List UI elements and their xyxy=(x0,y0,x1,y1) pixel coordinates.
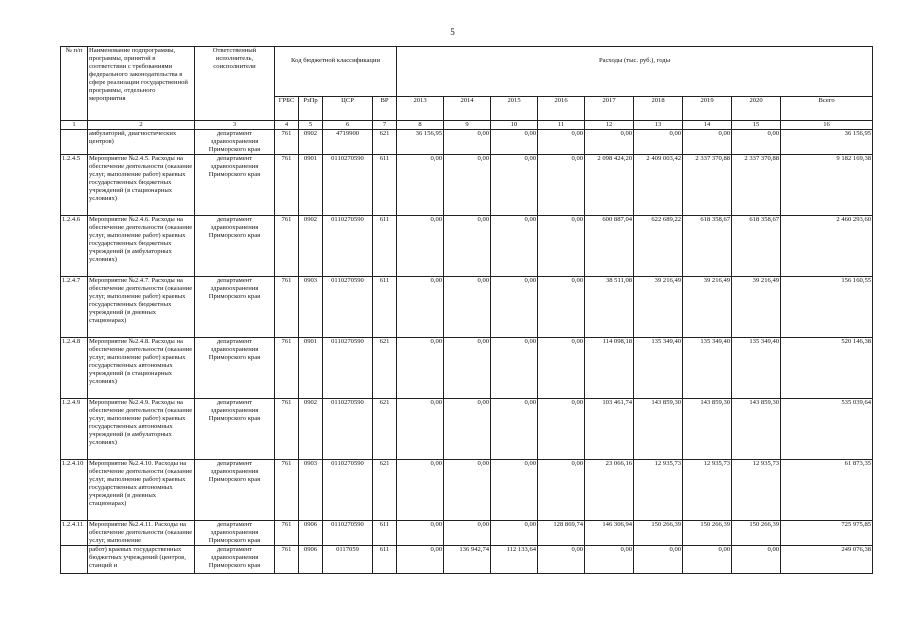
row-csr: 0110270590 xyxy=(323,155,373,216)
header-sub-0: ГРБС xyxy=(275,97,299,121)
header-index-13: 14 xyxy=(683,121,732,130)
row-amount: 0,00 xyxy=(397,546,444,574)
header-index-8: 9 xyxy=(444,121,491,130)
row-number xyxy=(61,130,88,155)
header-sub-1: РзПр xyxy=(299,97,323,121)
row-number: 1.2.4.6 xyxy=(61,216,88,277)
row-amount: 135 349,40 xyxy=(732,338,781,399)
row-amount: 0,00 xyxy=(634,130,683,155)
table-row xyxy=(61,546,873,574)
header-index-15: 16 xyxy=(781,121,873,130)
row-grbs: 761 xyxy=(275,277,299,338)
row-amount: 39 216,49 xyxy=(683,277,732,338)
header-sub-12: Всего xyxy=(781,97,873,121)
row-amount: 150 266,39 xyxy=(732,521,781,546)
row-rzpr: 0906 xyxy=(299,546,323,574)
row-amount: 0,00 xyxy=(538,399,585,460)
row-total: 36 156,95 xyxy=(781,130,873,155)
row-executor: департамент здравоохранения Приморского края xyxy=(195,130,275,155)
row-name: Мероприятие №2.4.10. Расходы на обеспечение деятельности (оказание услуг, выполнение работ) краевых государственных автономных учреждений (в дневных стационарах) xyxy=(88,460,195,521)
row-amount: 0,00 xyxy=(538,155,585,216)
table-row xyxy=(61,155,873,216)
row-csr: 4719900 xyxy=(323,130,373,155)
row-amount: 0,00 xyxy=(538,216,585,277)
row-grbs: 761 xyxy=(275,546,299,574)
header-index-5: 6 xyxy=(323,121,373,130)
table-row xyxy=(61,399,873,460)
row-amount: 0,00 xyxy=(397,338,444,399)
row-csr: 0117059 xyxy=(323,546,373,574)
row-amount: 146 306,94 xyxy=(585,521,634,546)
header-index-2: 3 xyxy=(195,121,275,130)
row-number: 1.2.4.5 xyxy=(61,155,88,216)
row-executor: департамент здравоохранения Приморского края xyxy=(195,460,275,521)
row-executor: департамент здравоохранения Приморского края xyxy=(195,338,275,399)
row-vr: 621 xyxy=(373,399,397,460)
row-rzpr: 0902 xyxy=(299,216,323,277)
header-sub-2: ЦСР xyxy=(323,97,373,121)
row-executor: департамент здравоохранения Приморского края xyxy=(195,277,275,338)
table-row xyxy=(61,277,873,338)
row-amount: 622 689,22 xyxy=(634,216,683,277)
row-amount: 0,00 xyxy=(444,399,491,460)
row-csr: 0110270590 xyxy=(323,521,373,546)
header-sub-5: 2014 xyxy=(444,97,491,121)
row-amount: 150 266,39 xyxy=(683,521,732,546)
row-number: 1.2.4.11 xyxy=(61,521,88,546)
row-amount: 112 133,64 xyxy=(491,546,538,574)
row-csr: 0110270590 xyxy=(323,216,373,277)
row-amount: 0,00 xyxy=(491,338,538,399)
row-amount: 0,00 xyxy=(491,216,538,277)
row-amount: 0,00 xyxy=(585,130,634,155)
row-number: 1.2.4.9 xyxy=(61,399,88,460)
header-sub-3: ВР xyxy=(373,97,397,121)
row-amount: 2 337 370,88 xyxy=(732,155,781,216)
table-row xyxy=(61,521,873,546)
row-amount: 0,00 xyxy=(444,460,491,521)
row-name: Мероприятие №2.4.9. Расходы на обеспечение деятельности (оказание услуг, выполнение работ) краевых государственных автономных учреждений (в амбулаторных условиях) xyxy=(88,399,195,460)
row-amount: 2 337 370,88 xyxy=(683,155,732,216)
row-amount: 0,00 xyxy=(538,277,585,338)
row-amount: 0,00 xyxy=(683,546,732,574)
row-number: 1.2.4.7 xyxy=(61,277,88,338)
row-vr: 611 xyxy=(373,155,397,216)
header-sub-11: 2020 xyxy=(732,97,781,121)
row-amount: 12 935,73 xyxy=(634,460,683,521)
row-amount: 0,00 xyxy=(397,216,444,277)
row-amount: 128 869,74 xyxy=(538,521,585,546)
page-number: 5 xyxy=(450,27,455,37)
row-amount: 103 461,74 xyxy=(585,399,634,460)
row-executor: департамент здравоохранения Приморского края xyxy=(195,521,275,546)
row-number: 1.2.4.8 xyxy=(61,338,88,399)
row-amount: 39 216,49 xyxy=(634,277,683,338)
header-expenses: Расходы (тыс. руб.), годы xyxy=(397,47,873,97)
budget-table xyxy=(60,46,873,574)
row-rzpr: 0903 xyxy=(299,277,323,338)
row-amount: 150 266,39 xyxy=(634,521,683,546)
row-vr: 611 xyxy=(373,216,397,277)
header-index-4: 5 xyxy=(299,121,323,130)
row-amount: 0,00 xyxy=(491,460,538,521)
row-grbs: 761 xyxy=(275,521,299,546)
row-amount: 12 935,73 xyxy=(683,460,732,521)
row-grbs: 761 xyxy=(275,155,299,216)
row-total: 9 182 169,38 xyxy=(781,155,873,216)
table-row xyxy=(61,460,873,521)
row-amount: 135 349,40 xyxy=(683,338,732,399)
row-amount: 0,00 xyxy=(634,546,683,574)
row-name: амбулаторий, диагностических центров) xyxy=(88,130,195,155)
row-amount: 618 358,67 xyxy=(683,216,732,277)
row-amount: 0,00 xyxy=(397,460,444,521)
row-amount: 0,00 xyxy=(538,546,585,574)
row-rzpr: 0903 xyxy=(299,460,323,521)
header-index-10: 11 xyxy=(538,121,585,130)
header-sub-4: 2013 xyxy=(397,97,444,121)
row-amount: 0,00 xyxy=(491,521,538,546)
row-rzpr: 0902 xyxy=(299,399,323,460)
row-executor: департамент здравоохранения Приморского края xyxy=(195,155,275,216)
row-amount: 0,00 xyxy=(397,155,444,216)
row-amount: 12 935,73 xyxy=(732,460,781,521)
row-total: 61 873,35 xyxy=(781,460,873,521)
header-index-11: 12 xyxy=(585,121,634,130)
row-total: 725 975,85 xyxy=(781,521,873,546)
header-sub-6: 2015 xyxy=(491,97,538,121)
table-row xyxy=(61,130,873,155)
row-amount: 38 511,08 xyxy=(585,277,634,338)
row-amount: 23 066,16 xyxy=(585,460,634,521)
row-vr: 621 xyxy=(373,460,397,521)
row-amount: 0,00 xyxy=(444,130,491,155)
header-num: № п/п xyxy=(61,47,88,121)
header-index-3: 4 xyxy=(275,121,299,130)
row-amount: 0,00 xyxy=(491,277,538,338)
row-amount: 143 859,30 xyxy=(732,399,781,460)
row-executor: департамент здравоохранения Приморского края xyxy=(195,399,275,460)
header-index-6: 7 xyxy=(373,121,397,130)
header-index-1: 2 xyxy=(88,121,195,130)
row-grbs: 761 xyxy=(275,399,299,460)
header-index-14: 15 xyxy=(732,121,781,130)
row-amount: 39 216,49 xyxy=(732,277,781,338)
table-row xyxy=(61,338,873,399)
row-amount: 2 098 424,20 xyxy=(585,155,634,216)
row-amount: 143 859,30 xyxy=(683,399,732,460)
row-csr: 0110270590 xyxy=(323,277,373,338)
header-executor: Ответственный исполнитель, соисполнители xyxy=(195,47,275,121)
header-index-9: 10 xyxy=(491,121,538,130)
row-rzpr: 0902 xyxy=(299,130,323,155)
row-amount: 135 349,40 xyxy=(634,338,683,399)
header-index-7: 8 xyxy=(397,121,444,130)
row-total: 535 039,64 xyxy=(781,399,873,460)
row-amount: 618 358,67 xyxy=(732,216,781,277)
row-total: 2 460 293,60 xyxy=(781,216,873,277)
row-executor: департамент здравоохранения Приморского края xyxy=(195,216,275,277)
row-amount: 0,00 xyxy=(491,399,538,460)
row-amount: 0,00 xyxy=(444,338,491,399)
row-rzpr: 0901 xyxy=(299,338,323,399)
row-vr: 611 xyxy=(373,521,397,546)
header-sub-10: 2019 xyxy=(683,97,732,121)
row-amount: 114 098,18 xyxy=(585,338,634,399)
row-name: Мероприятие №2.4.6. Расходы на обеспечение деятельности (оказание услуг, выполнение работ) краевых государственных бюджетных учреждений (в амбулаторных условиях) xyxy=(88,216,195,277)
row-amount: 136 942,74 xyxy=(444,546,491,574)
header-name: Наименование подпрограммы, программы, принятой в соответствии с требованиями федерального законодательства в сфере реализации государственной программы, отдельного мероприятия xyxy=(88,47,195,121)
row-vr: 611 xyxy=(373,277,397,338)
row-csr: 0110270590 xyxy=(323,399,373,460)
row-number: 1.2.4.10 xyxy=(61,460,88,521)
row-number xyxy=(61,546,88,574)
row-amount: 0,00 xyxy=(538,338,585,399)
row-vr: 621 xyxy=(373,338,397,399)
row-amount: 0,00 xyxy=(538,130,585,155)
row-total: 156 160,55 xyxy=(781,277,873,338)
row-name: Мероприятие №2.4.8. Расходы на обеспечение деятельности (оказание услуг, выполнение работ) краевых государственных автономных учреждений (в стационарных условиях) xyxy=(88,338,195,399)
row-amount: 0,00 xyxy=(683,130,732,155)
header-budget-code: Код бюджетной классификации xyxy=(275,47,397,97)
row-amount: 0,00 xyxy=(444,216,491,277)
table-body xyxy=(61,130,873,574)
table-row xyxy=(61,216,873,277)
row-amount: 0,00 xyxy=(444,155,491,216)
row-executor: департамент здравоохранения Приморского края xyxy=(195,546,275,574)
row-name: Мероприятие №2.4.7. Расходы на обеспечение деятельности (оказание услуг, выполнение работ) краевых государственных бюджетных учреждений (в дневных стационарах) xyxy=(88,277,195,338)
row-amount: 0,00 xyxy=(444,521,491,546)
row-total: 520 146,38 xyxy=(781,338,873,399)
header-sub-8: 2017 xyxy=(585,97,634,121)
header-index-12: 13 xyxy=(634,121,683,130)
row-name: работ) краевых государственных бюджетных учреждений (центров, станций и xyxy=(88,546,195,574)
row-amount: 0,00 xyxy=(538,460,585,521)
row-amount: 0,00 xyxy=(397,399,444,460)
row-csr: 0110270590 xyxy=(323,460,373,521)
header-index-0: 1 xyxy=(61,121,88,130)
row-name: Мероприятие №2.4.5. Расходы на обеспечение деятельности (оказание услуг, выполнение работ) краевых государственных бюджетных учреждений (в стационарных условиях) xyxy=(88,155,195,216)
row-vr: 621 xyxy=(373,130,397,155)
row-name: Мероприятие №2.4.11. Расходы на обеспечение деятельности (оказание услуг, выполнение xyxy=(88,521,195,546)
row-amount: 0,00 xyxy=(397,521,444,546)
row-amount: 2 409 003,42 xyxy=(634,155,683,216)
row-amount: 0,00 xyxy=(491,130,538,155)
header-sub-9: 2018 xyxy=(634,97,683,121)
row-grbs: 761 xyxy=(275,130,299,155)
row-grbs: 761 xyxy=(275,338,299,399)
row-amount: 0,00 xyxy=(732,546,781,574)
row-amount: 0,00 xyxy=(491,155,538,216)
header-sub-7: 2016 xyxy=(538,97,585,121)
row-amount: 0,00 xyxy=(732,130,781,155)
row-vr: 611 xyxy=(373,546,397,574)
row-amount: 36 156,95 xyxy=(397,130,444,155)
row-rzpr: 0901 xyxy=(299,155,323,216)
row-grbs: 761 xyxy=(275,216,299,277)
row-csr: 0110270590 xyxy=(323,338,373,399)
row-amount: 143 859,30 xyxy=(634,399,683,460)
row-amount: 600 887,04 xyxy=(585,216,634,277)
row-amount: 0,00 xyxy=(444,277,491,338)
row-rzpr: 0906 xyxy=(299,521,323,546)
row-amount: 0,00 xyxy=(397,277,444,338)
row-total: 249 076,38 xyxy=(781,546,873,574)
row-grbs: 761 xyxy=(275,460,299,521)
table-header xyxy=(61,47,873,130)
row-amount: 0,00 xyxy=(585,546,634,574)
